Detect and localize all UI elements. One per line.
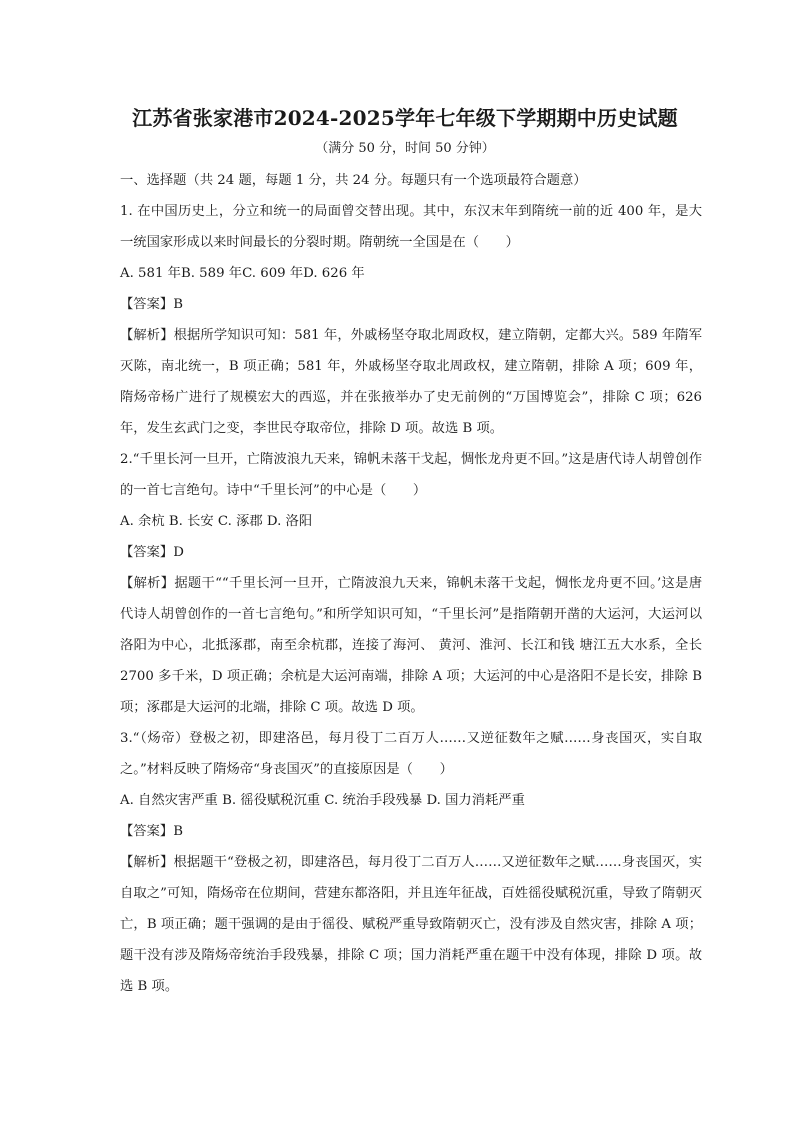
answer-tag: 【答案】 bbox=[120, 297, 174, 312]
question-stem: 3.“（炀帝）登极之初，即建洛邑，每月役丁二百万人……又逆征数年之赋……身丧国灭，实自取之。”材料反映了隋炀帝“身丧国灭”的直接原因是（ ） bbox=[120, 731, 702, 777]
question-options: A. 自然灾害严重 B. 徭役赋税沉重 C. 统治手段残暴 D. 国力消耗严重 bbox=[120, 793, 525, 808]
answer-value: B bbox=[173, 824, 183, 839]
question-3 bbox=[120, 723, 702, 1002]
answer-tag: 【答案】 bbox=[120, 824, 174, 839]
answer-value: D bbox=[173, 545, 184, 560]
analysis-text: 根据所学知识可知：581 年，外戚杨坚夺取北周政权，建立隋朝，定都大兴。589 年隋军灭陈，南北统一，B 项正确；581 年，外戚杨坚夺取北周政权，建立隋朝，排除 A 项；609 年，隋炀帝杨广进行了规模宏大的西巡，并在张掖举办了史无前例的“万国博览会”，排除 C 项；626 年，发生玄武门之变，李世民夺取帝位，排除 D 项。故选 B 项。 bbox=[120, 328, 702, 436]
section-heading: 一、选择题（共 24 题，每题 1 分，共 24 分。每题只有一个选项最符合题意） bbox=[120, 173, 587, 188]
answer-value: B bbox=[173, 297, 183, 312]
question-2 bbox=[120, 444, 702, 723]
analysis-line bbox=[120, 568, 702, 723]
answer-line bbox=[120, 289, 702, 320]
analysis-line bbox=[120, 847, 702, 1002]
question-stem: 2.“千里长河一旦开，亡隋波浪九天来，锦帆未落干戈起，惆怅龙舟更不回。”这是唐代诗人胡曾创作的一首七言绝句。诗中“千里长河”的中心是（ ） bbox=[120, 452, 702, 498]
analysis-tag: 【解析】 bbox=[120, 576, 175, 591]
analysis-text: 根据题干“登极之初，即建洛邑，每月役丁二百万人……又逆征数年之赋……身丧国灭，实自取之”可知，隋炀帝在位期间，营建东都洛阳，并且连年征战，百姓徭役赋税沉重，导致了隋朝灭亡，B 项正确；题干强调的是由于徭役、赋税严重导致隋朝灭亡，没有涉及自然灾害，排除 A 项；题干没有涉及隋炀帝统治手段残暴，排除 C 项；国力消耗严重在题干中没有体现，排除 D 项。故选 B 项。 bbox=[120, 855, 703, 994]
question-1 bbox=[120, 196, 702, 444]
answer-line bbox=[120, 816, 702, 847]
answer-tag: 【答案】 bbox=[120, 545, 174, 560]
page-title: 江苏省张家港市2024-2025学年七年级下学期期中历史试题 bbox=[132, 106, 678, 130]
analysis-text: 据题干““千里长河一旦开，亡隋波浪九天来，锦帆未落干戈起，惆怅龙舟更不回。’这是唐代诗人胡曾创作的一首七言绝句。”和所学知识可知，“千里长河”是指隋朝开凿的大运河，大运河以洛阳为中心，北抵涿郡，南至余杭郡，连接了海河、 黄河、淮河、长江和钱 塘江五大水系，全长 2700 多千米，D 项正确；余杭是大运河南端，排除 A 项；大运河的中心是洛阳不是长安，排除 B 项；涿郡是大运河的北端，排除 C 项。故选 D 项。 bbox=[120, 576, 703, 715]
analysis-line bbox=[120, 320, 702, 444]
question-options: A. 余杭 B. 长安 C. 涿郡 D. 洛阳 bbox=[120, 514, 313, 529]
question-stem: 1. 在中国历史上，分立和统一的局面曾交替出现。其中，东汉末年到隋统一前的近 400 年，是大一统国家形成以来时间最长的分裂时期。隋朝统一全国是在（ ） bbox=[120, 204, 702, 250]
analysis-tag: 【解析】 bbox=[120, 328, 174, 343]
analysis-tag: 【解析】 bbox=[120, 855, 174, 870]
answer-line bbox=[120, 537, 702, 568]
question-options: A. 581 年B. 589 年C. 609 年D. 626 年 bbox=[120, 266, 365, 281]
exam-info: （满分 50 分，时间 50 分钟） bbox=[315, 141, 495, 156]
